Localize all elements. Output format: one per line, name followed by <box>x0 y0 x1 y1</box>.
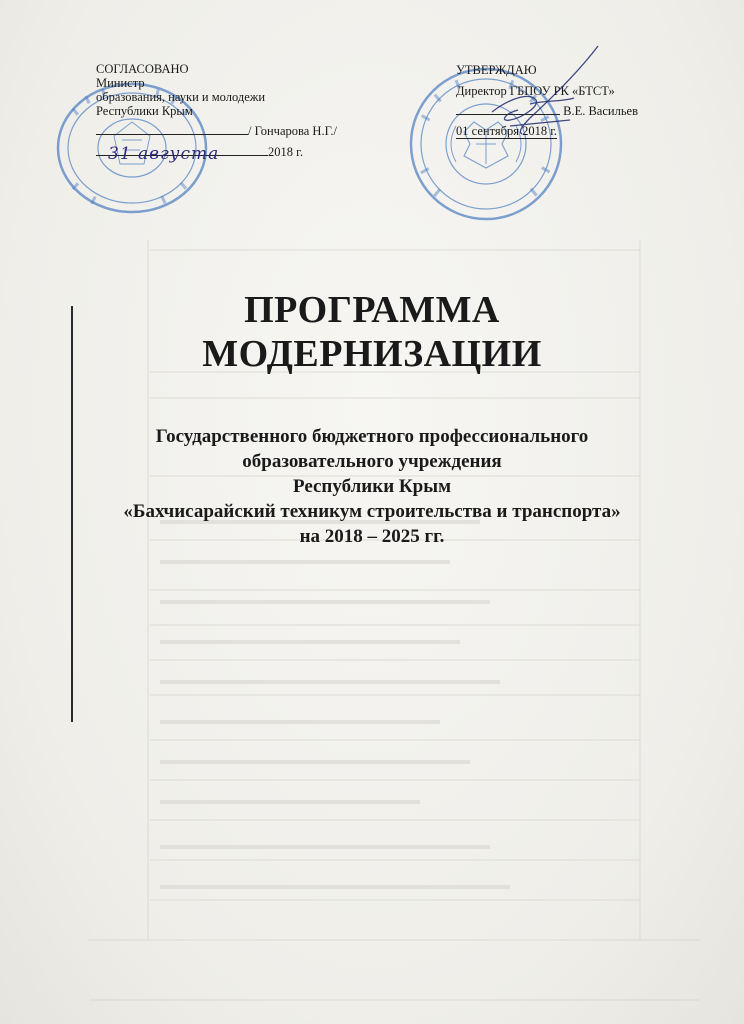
right-approval-heading: УТВЕРЖДАЮ <box>456 63 537 77</box>
title-line1: ПРОГРАММА <box>244 289 500 331</box>
left-approval-heading: СОГЛАСОВАНО <box>96 62 189 76</box>
left-signature-row <box>96 124 337 141</box>
left-handwritten-date: 31 августа <box>108 144 220 164</box>
document-title <box>0 288 744 376</box>
right-signer-name: В.Е. Васильев <box>563 104 638 118</box>
left-date-row <box>96 145 337 162</box>
left-approval-line1: Министр <box>96 76 145 90</box>
left-approval-block <box>96 62 337 162</box>
right-approval-date: 01 сентября 2018 г. <box>456 124 558 138</box>
subtitle-line1: Государственного бюджетного профессионального <box>155 426 589 447</box>
title-line2: МОДЕРНИЗАЦИИ <box>202 333 542 375</box>
left-approval-line2: образования, науки и молодежи <box>96 90 266 104</box>
subtitle-line2: образовательного учреждения <box>242 451 502 472</box>
document-subtitle <box>0 424 744 549</box>
left-date-year: 2018 г. <box>268 145 303 159</box>
right-approval-line1: Директор ГБПОУ РК «БТСТ» <box>456 84 615 98</box>
left-approval-line3: Республики Крым <box>96 104 193 118</box>
left-signer-name: / Гончарова Н.Г./ <box>248 124 337 138</box>
left-signature-line <box>96 134 248 135</box>
left-date-line <box>96 144 268 164</box>
subtitle-line5: на 2018 – 2025 гг. <box>299 526 445 547</box>
subtitle-line3: Республики Крым <box>292 476 452 497</box>
director-signature <box>470 40 610 160</box>
subtitle-line4: «Бахчисарайский техникум строительства и транспорта» <box>123 501 621 522</box>
